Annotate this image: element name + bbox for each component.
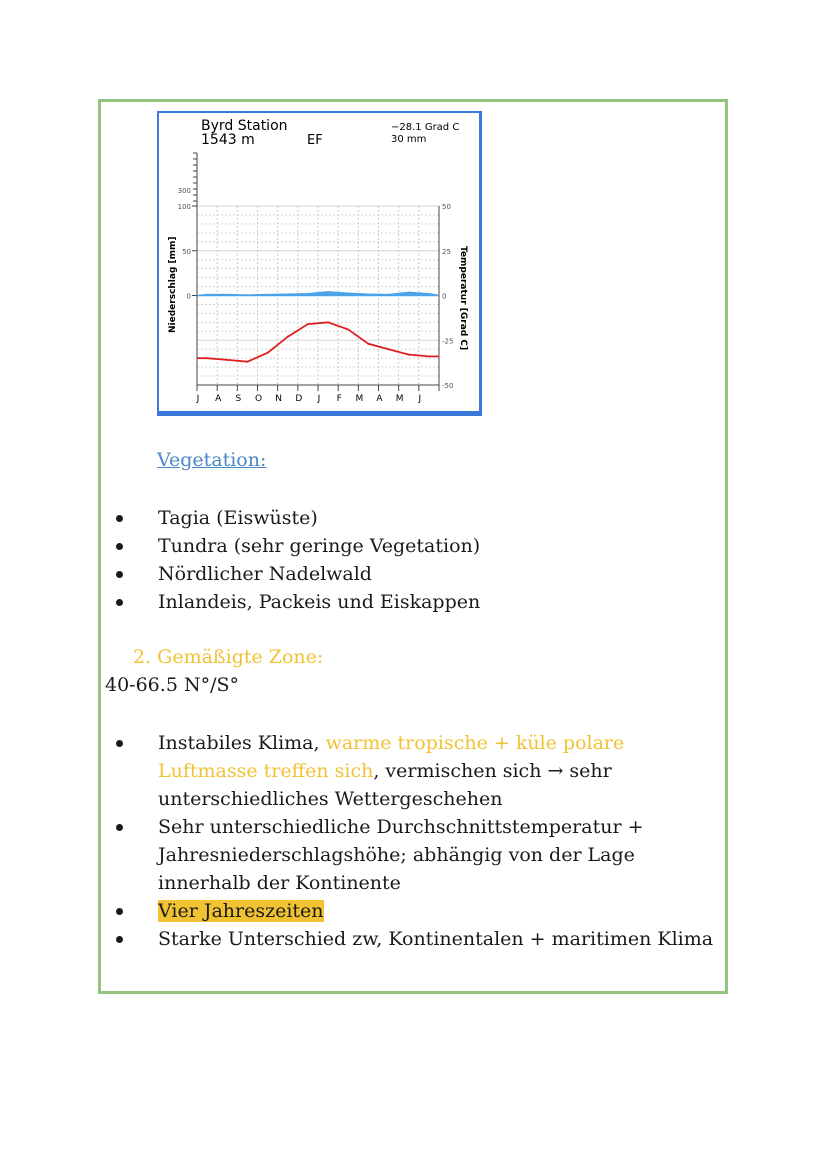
y-left-tick-label: 300: [177, 187, 191, 195]
chart-elevation: 1543 m: [201, 132, 255, 148]
y-right-tick-label: -25: [442, 337, 454, 346]
precipitation-point: [327, 291, 329, 293]
chart-climate-class: EF: [307, 133, 323, 148]
climate-chart: [157, 111, 482, 416]
chart-y-right-label: Temperatur [Grad C]: [458, 246, 468, 351]
item-text: , vermischen sich → sehr unterschiedliches Wettergeschehen: [158, 760, 612, 810]
temperature-point: [206, 357, 208, 359]
y-right-tick-label: -50: [442, 382, 454, 390]
y-right-tick-label: 25: [442, 247, 451, 256]
precipitation-point: [408, 292, 410, 294]
chart-y-left-label: Niederschlag [mm]: [168, 236, 178, 333]
x-tick-label: J: [317, 394, 321, 404]
temperature-point: [307, 323, 309, 325]
x-tick-label: M: [355, 394, 364, 404]
chart-station-name: Byrd Station: [201, 118, 288, 134]
precipitation-point: [206, 294, 208, 296]
y-left-tick-label: 0: [186, 292, 191, 301]
chart-annual-precip: 30 mm: [391, 134, 427, 145]
temperature-point: [246, 361, 248, 363]
zone-latitude: 40-66.5 N°/S°: [105, 674, 239, 696]
y-right-tick-label: 0: [442, 292, 447, 301]
list-item: Inlandeis, Packeis und Eiskappen: [133, 588, 480, 616]
precipitation-point: [347, 292, 349, 294]
x-tick-label: F: [336, 394, 342, 404]
precipitation-point: [287, 293, 289, 295]
temperature-point: [287, 336, 289, 338]
vegetation-heading[interactable]: Vegetation:: [157, 449, 267, 471]
highlighted-text: warme tropische + küle polare Luftmasse treffen sich: [158, 732, 625, 782]
precipitation-point: [388, 294, 390, 296]
zone-heading: 2. Gemäßigte Zone:: [133, 646, 324, 668]
climate-chart-svg: [159, 113, 479, 413]
precipitation-point: [267, 294, 269, 296]
list-item: Nördlicher Nadelwald: [133, 560, 480, 588]
x-tick-label: M: [395, 394, 404, 404]
temperature-point: [327, 321, 329, 323]
precipitation-area: [197, 292, 439, 296]
temperature-point: [347, 329, 349, 331]
list-item: Tagia (Eiswüste): [133, 504, 480, 532]
temperature-point: [226, 359, 228, 361]
temperature-point: [428, 355, 430, 357]
x-tick-label: J: [196, 394, 200, 404]
zone-characteristics-list: [133, 729, 723, 953]
temperature-point: [408, 354, 410, 356]
y-left-tick-label: 50: [182, 247, 191, 256]
temperature-point: [388, 348, 390, 350]
x-tick-label: N: [275, 394, 283, 404]
list-item: Sehr unterschiedliche Durchschnittstemperatur + Jahresniederschlagshöhe; abhängig von der Lage innerhalb der Kontinente: [133, 813, 723, 897]
temperature-point: [367, 343, 369, 345]
precipitation-point: [307, 293, 309, 295]
x-tick-label: D: [295, 394, 303, 404]
precipitation-point: [226, 294, 228, 296]
y-left-tick-label: 100: [177, 203, 191, 211]
x-tick-label: S: [235, 394, 242, 404]
temperature-point: [267, 352, 269, 354]
y-right-tick-label: 50: [442, 203, 451, 211]
highlighted-item: Vier Jahreszeiten: [158, 900, 324, 922]
list-item: [133, 897, 723, 925]
item-text: Instabiles Klima,: [158, 732, 326, 754]
list-item: Tundra (sehr geringe Vegetation): [133, 532, 480, 560]
x-tick-label: A: [215, 394, 222, 404]
precipitation-point: [368, 293, 370, 295]
list-item: Starke Unterschied zw, Kontinentalen + maritimen Klima: [133, 925, 723, 953]
x-tick-label: J: [418, 394, 422, 404]
x-tick-label: A: [376, 394, 383, 404]
list-item: [133, 729, 723, 813]
x-tick-label: O: [254, 394, 263, 404]
precipitation-point: [247, 294, 249, 296]
precipitation-point: [428, 293, 430, 295]
vegetation-list: [133, 504, 480, 616]
chart-mean-temp: −28.1 Grad C: [391, 122, 460, 133]
